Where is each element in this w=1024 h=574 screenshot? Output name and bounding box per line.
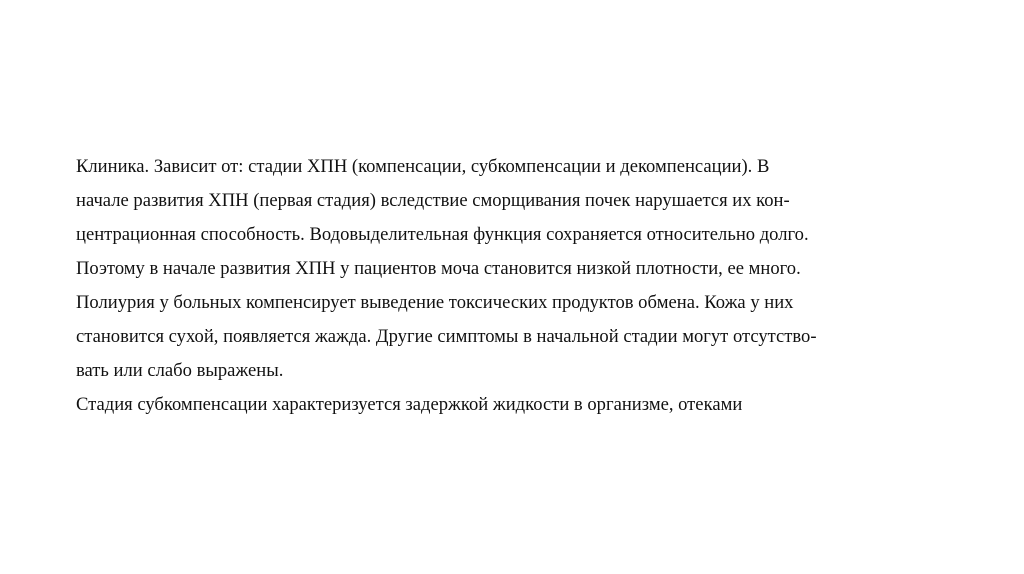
text-line: центрационная способность. Водовыделительная функция сохраняется относительно долго.: [76, 224, 809, 245]
text-line: Поэтому в начале развития ХПН у пациентов моча становится низкой плотности, ее много.: [76, 258, 801, 279]
text-line: Полиурия у больных компенсирует выведение токсических продуктов обмена. Кожа у них: [76, 292, 794, 313]
text-line: начале развития ХПН (первая стадия) вследствие сморщивания почек нарушается их кон-: [76, 190, 790, 211]
text-line: становится сухой, появляется жажда. Другие симптомы в начальной стадии могут отсутство-: [76, 326, 817, 347]
text-line: вать или слабо выражены.: [76, 360, 284, 381]
body-text: [76, 150, 956, 422]
text-line: Клиника. Зависит от: стадии ХПН (компенсации, субкомпенсации и декомпенсации). В: [76, 156, 770, 177]
text-line: Стадия субкомпенсации характеризуется задержкой жидкости в организме, отеками: [76, 394, 743, 415]
